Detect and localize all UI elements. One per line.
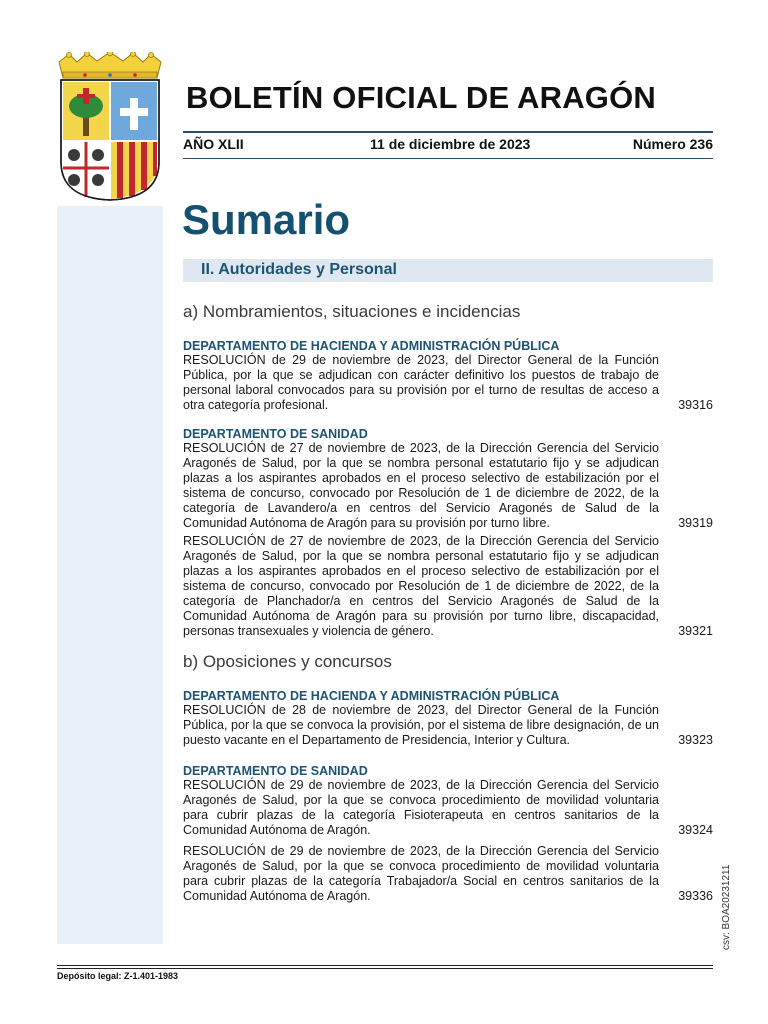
csv-verification-code: csv: BOA20231211 <box>721 864 732 950</box>
entry-page-number: 39336 <box>678 889 713 903</box>
entry-text: RESOLUCIÓN de 27 de noviembre de 2023, de la Dirección Gerencia del Servicio Aragonés de Salud, por la que se nombra personal estatutario fijo y se adjudican plazas a los aspirantes aprobados en el proceso selectivo de estabilización por el sistema de concurso, convocado por Resolución de 1 de diciembre de 2022, de la categoría de Planchador/a en centros del Servicio Aragonés de Salud de la Comunidad Autónoma de Aragón para su provisión por turno libre, discapacidad, personas transexuales y violencia de género. <box>183 534 659 638</box>
entry-text: RESOLUCIÓN de 27 de noviembre de 2023, de la Dirección Gerencia del Servicio Aragonés de Salud, por la que se nombra personal estatutario fijo y se adjudican plazas a los aspirantes aprobados en el proceso selectivo de estabilización por el sistema de concurso, convocado por Resolución de 1 de diciembre de 2022, de la categoría de Lavandero/a en centros del Servicio Aragonés de Salud de la Comunidad Autónoma de Aragón para su provisión por turno libre. <box>183 441 659 530</box>
legal-deposit: Depósito legal: Z-1.401-1983 <box>57 971 179 981</box>
subsection-title: a) Nombramientos, situaciones e incidencias <box>183 302 521 321</box>
entry-text: RESOLUCIÓN de 29 de noviembre de 2023, de la Dirección Gerencia del Servicio Aragonés de Salud, por la que se convoca procedimiento de movilidad voluntaria para cubrir plazas de la categoría Trabajador/a Social en centros sanitarios de la Comunidad Autónoma de Aragón. <box>183 844 659 903</box>
entry-text: RESOLUCIÓN de 28 de noviembre de 2023, del Director General de la Función Pública, por la que se convoca la provisión, por el sistema de libre designación, de un puesto vacante en el Departamento de Presidencia, Interior y Cultura. <box>183 703 659 747</box>
masthead-rule-bottom <box>183 158 713 159</box>
entry-page-number: 39321 <box>678 624 713 638</box>
masthead-rule-top <box>183 131 713 133</box>
masthead-date: 11 de diciembre de 2023 <box>370 136 531 152</box>
entry-page-number: 39316 <box>678 398 713 412</box>
masthead-year: AÑO XLII <box>183 136 244 152</box>
masthead-title: BOLETÍN OFICIAL DE ARAGÓN <box>186 80 656 115</box>
section-title: II. Autoridades y Personal <box>201 261 397 278</box>
summary-entry[interactable] <box>183 353 713 413</box>
footer-rule <box>57 965 713 966</box>
summary-entry[interactable] <box>183 441 713 531</box>
subsection-title: b) Oposiciones y concursos <box>183 652 392 671</box>
entry-text: RESOLUCIÓN de 29 de noviembre de 2023, de la Dirección Gerencia del Servicio Aragonés de Salud, por la que se convoca procedimiento de movilidad voluntaria para cubrir plazas de la categoría Fisioterapeuta en centros sanitarios de la Comunidad Autónoma de Aragón. <box>183 778 659 837</box>
summary-entry[interactable] <box>183 844 713 904</box>
summary-entry[interactable] <box>183 778 713 838</box>
masthead-info-bar <box>183 136 713 154</box>
department-heading: DEPARTAMENTO DE HACIENDA Y ADMINISTRACIÓN PÚBLICA <box>183 689 560 703</box>
masthead-number: Número 236 <box>632 136 713 152</box>
entry-page-number: 39324 <box>678 823 713 837</box>
summary-entry[interactable] <box>183 703 713 748</box>
footer-rule <box>57 968 713 969</box>
coat-of-arms-icon <box>55 52 165 202</box>
department-heading: DEPARTAMENTO DE SANIDAD <box>183 427 368 441</box>
page-title: Sumario <box>182 196 351 243</box>
department-heading: DEPARTAMENTO DE HACIENDA Y ADMINISTRACIÓN PÚBLICA <box>183 339 560 353</box>
entry-page-number: 39319 <box>678 516 713 530</box>
summary-entry[interactable] <box>183 534 713 639</box>
section-band <box>183 259 713 282</box>
department-heading: DEPARTAMENTO DE SANIDAD <box>183 764 368 778</box>
entry-page-number: 39323 <box>678 733 713 747</box>
entry-text: RESOLUCIÓN de 29 de noviembre de 2023, del Director General de la Función Pública, por la que se adjudican con carácter definitivo los puestos de trabajo de personal laboral convocados para su provisión por el turno de resultas de acceso a otra categoría profesional. <box>183 353 659 412</box>
left-sidebar-band <box>57 206 163 944</box>
